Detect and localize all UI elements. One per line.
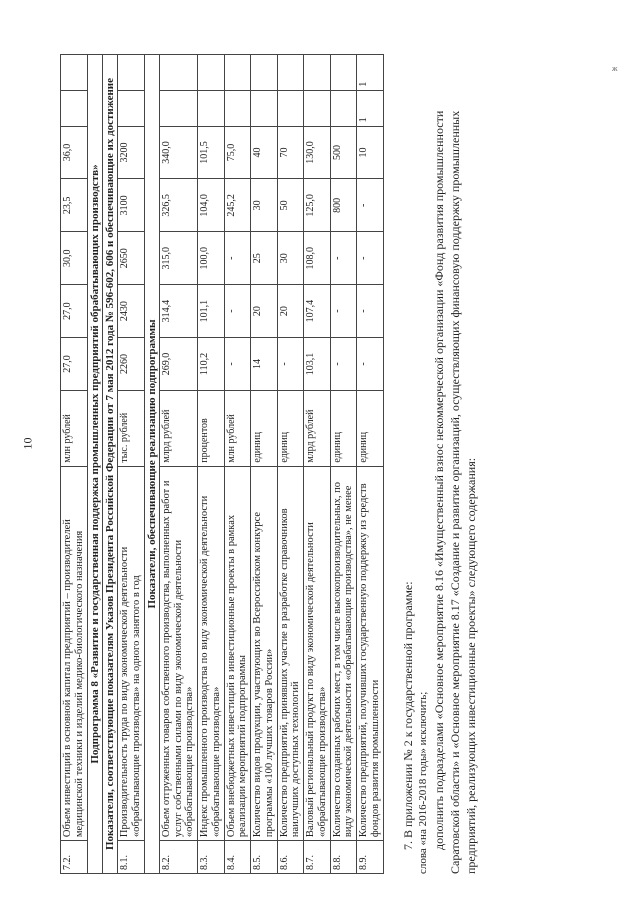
unit-cell: единиц bbox=[277, 390, 304, 466]
unit-cell: единиц bbox=[251, 390, 278, 466]
page-number: 10 bbox=[20, 437, 35, 450]
value-cell: 107,4 bbox=[304, 285, 331, 338]
value-cell bbox=[330, 90, 357, 126]
value-cell: 3100 bbox=[118, 179, 145, 232]
value-cell: - bbox=[357, 285, 384, 338]
value-cell: 103,1 bbox=[304, 338, 331, 391]
value-cell bbox=[251, 90, 278, 126]
indicator-name: Количество предприятий, получивших государственную поддержку из средств фондов развития промышленности bbox=[357, 466, 384, 840]
value-cell: - bbox=[357, 232, 384, 285]
indicator-name: Производительность труда по виду экономической деятельности «обрабатывающие производства» на одного занятого в год bbox=[118, 466, 145, 840]
row-number: 8.5. bbox=[251, 841, 278, 874]
table-row bbox=[277, 55, 304, 874]
subprogram-heading: Подпрограмма 8 «Развитие и государственная поддержка промышленных предприятий обрабатывающих производств» bbox=[87, 55, 102, 874]
unit-cell: млрд рублей bbox=[159, 390, 197, 466]
value-cell: 1 bbox=[357, 55, 384, 91]
table-row bbox=[118, 55, 145, 874]
value-cell bbox=[61, 90, 88, 126]
value-cell: 36,0 bbox=[61, 126, 88, 179]
indicator-name: Количество предприятий, принявших участие в разработке справочников наилучших доступных технологий bbox=[277, 466, 304, 840]
value-cell: 75,0 bbox=[224, 126, 251, 179]
value-cell bbox=[277, 55, 304, 91]
indicator-name: Объем инвестиций в основной капитал предприятий – производителей медицинской техники и изделий медико-биологического назначения bbox=[61, 466, 88, 840]
value-cell bbox=[61, 55, 88, 91]
indicators-table bbox=[60, 54, 384, 874]
value-cell: 50 bbox=[277, 179, 304, 232]
value-cell: 800 bbox=[330, 179, 357, 232]
value-cell: 326,5 bbox=[159, 179, 197, 232]
value-cell bbox=[198, 55, 225, 91]
value-cell: 23,5 bbox=[61, 179, 88, 232]
unit-cell: млн рублей bbox=[61, 390, 88, 466]
table-row bbox=[159, 55, 197, 874]
value-cell: 25 bbox=[251, 232, 278, 285]
value-cell: 2650 bbox=[118, 232, 145, 285]
unit-cell: млн рублей bbox=[224, 390, 251, 466]
unit-cell: тыс. рублей bbox=[118, 390, 145, 466]
indicator-name: Валовый региональный продукт по виду экономической деятельности «обрабатывающие производства» bbox=[304, 466, 331, 840]
section-heading-row bbox=[102, 55, 117, 874]
value-cell: - bbox=[357, 179, 384, 232]
unit-cell: единиц bbox=[357, 390, 384, 466]
amendment-supplement: дополнить подразделами «Основное мероприятие 8.16 «Имущественный взнос некоммерческой организации «Фонд развития промышленности Саратовской области» и «Основное мероприятие 8.17 «Создание и развитие организаций, осуществляющих финансовую поддержку промышленных предприятий, реализующих инвестиционные проекты» следующего содержания: bbox=[431, 110, 479, 874]
table-row bbox=[304, 55, 331, 874]
table-row bbox=[357, 55, 384, 874]
row-number: 8.4. bbox=[224, 841, 251, 874]
value-cell bbox=[304, 90, 331, 126]
unit-cell: процентов bbox=[198, 390, 225, 466]
value-cell: - bbox=[330, 338, 357, 391]
value-cell bbox=[198, 90, 225, 126]
row-number: 8.7. bbox=[304, 841, 331, 874]
value-cell: - bbox=[224, 232, 251, 285]
value-cell: 1 bbox=[357, 90, 384, 126]
table-row bbox=[251, 55, 278, 874]
value-cell: 104,0 bbox=[198, 179, 225, 232]
value-cell: 125,0 bbox=[304, 179, 331, 232]
value-cell: 269,0 bbox=[159, 338, 197, 391]
value-cell: 2260 bbox=[118, 338, 145, 391]
amendment-words-removal: слова «на 2016-2018 годы» исключить; bbox=[416, 691, 429, 874]
value-cell: 70 bbox=[277, 126, 304, 179]
decree-indicators-heading: Показатели, соответствующие показателям Указов Президента Российской Федерации от 7 мая 2012 года № 596-602, 606 и обеспечивающие их достижение bbox=[102, 55, 117, 874]
section-heading-row bbox=[144, 55, 159, 874]
value-cell: 500 bbox=[330, 126, 357, 179]
value-cell bbox=[224, 90, 251, 126]
value-cell: - bbox=[224, 285, 251, 338]
value-cell: 245,2 bbox=[224, 179, 251, 232]
value-cell bbox=[118, 90, 145, 126]
value-cell: 14 bbox=[251, 338, 278, 391]
value-cell: 108,0 bbox=[304, 232, 331, 285]
value-cell bbox=[330, 55, 357, 91]
row-number: 8.9. bbox=[357, 841, 384, 874]
value-cell: 30,0 bbox=[61, 232, 88, 285]
value-cell: 100,0 bbox=[198, 232, 225, 285]
value-cell: 10 bbox=[357, 126, 384, 179]
rotated-document bbox=[60, 20, 620, 880]
section-heading-row bbox=[87, 55, 102, 874]
value-cell: - bbox=[330, 232, 357, 285]
corner-mark: ж bbox=[612, 64, 618, 73]
row-number: 8.1. bbox=[118, 841, 145, 874]
value-cell: 27,0 bbox=[61, 338, 88, 391]
value-cell: 30 bbox=[251, 179, 278, 232]
value-cell: - bbox=[330, 285, 357, 338]
indicator-name: Индекс промышленного производства по виду экономической деятельности «обрабатывающие производства» bbox=[198, 466, 225, 840]
value-cell: 110,2 bbox=[198, 338, 225, 391]
indicator-name: Объем отгруженных товаров собственного производства, выполненных работ и услуг собственными силами по виду экономической деятельности «обрабатывающие производства» bbox=[159, 466, 197, 840]
unit-cell: единиц bbox=[330, 390, 357, 466]
indicator-name: Количество созданных рабочих мест, в том числе высокопроизводительных, по виду экономической деятельности «обрабатывающие производства», не менее bbox=[330, 466, 357, 840]
value-cell bbox=[277, 90, 304, 126]
value-cell: 314,4 bbox=[159, 285, 197, 338]
value-cell bbox=[224, 55, 251, 91]
row-number: 8.8. bbox=[330, 841, 357, 874]
table-row bbox=[330, 55, 357, 874]
value-cell bbox=[159, 55, 197, 91]
indicator-name: Количество видов продукции, участвующих во Всероссийском конкурсе программы «100 лучших товаров России» bbox=[251, 466, 278, 840]
value-cell: 2430 bbox=[118, 285, 145, 338]
row-number: 8.6. bbox=[277, 841, 304, 874]
value-cell bbox=[304, 55, 331, 91]
value-cell: 130,0 bbox=[304, 126, 331, 179]
value-cell: 101,5 bbox=[198, 126, 225, 179]
value-cell: 3200 bbox=[118, 126, 145, 179]
value-cell bbox=[118, 55, 145, 91]
row-number: 8.2. bbox=[159, 841, 197, 874]
value-cell: 20 bbox=[277, 285, 304, 338]
table-row bbox=[198, 55, 225, 874]
table-row bbox=[224, 55, 251, 874]
value-cell bbox=[159, 90, 197, 126]
subprogram-indicators-heading: Показатели, обеспечивающие реализацию подпрограммы bbox=[144, 55, 159, 874]
value-cell: 340,0 bbox=[159, 126, 197, 179]
value-cell: 101,1 bbox=[198, 285, 225, 338]
value-cell: 20 bbox=[251, 285, 278, 338]
indicator-name: Объем внебюджетных инвестиций в инвестиционные проекты в рамках реализации мероприятий подпрограммы bbox=[224, 466, 251, 840]
value-cell: - bbox=[357, 338, 384, 391]
value-cell bbox=[251, 55, 278, 91]
value-cell: - bbox=[277, 338, 304, 391]
table-row bbox=[61, 55, 88, 874]
value-cell: 27,0 bbox=[61, 285, 88, 338]
row-number: 8.3. bbox=[198, 841, 225, 874]
row-number: 7.2. bbox=[61, 841, 88, 874]
value-cell: - bbox=[224, 338, 251, 391]
after-table-text bbox=[400, 54, 480, 874]
value-cell: 315,0 bbox=[159, 232, 197, 285]
value-cell: 30 bbox=[277, 232, 304, 285]
unit-cell: млрд рублей bbox=[304, 390, 331, 466]
value-cell: 40 bbox=[251, 126, 278, 179]
amendment-paragraph-7: 7. В приложении № 2 к государственной программе: bbox=[400, 581, 415, 850]
